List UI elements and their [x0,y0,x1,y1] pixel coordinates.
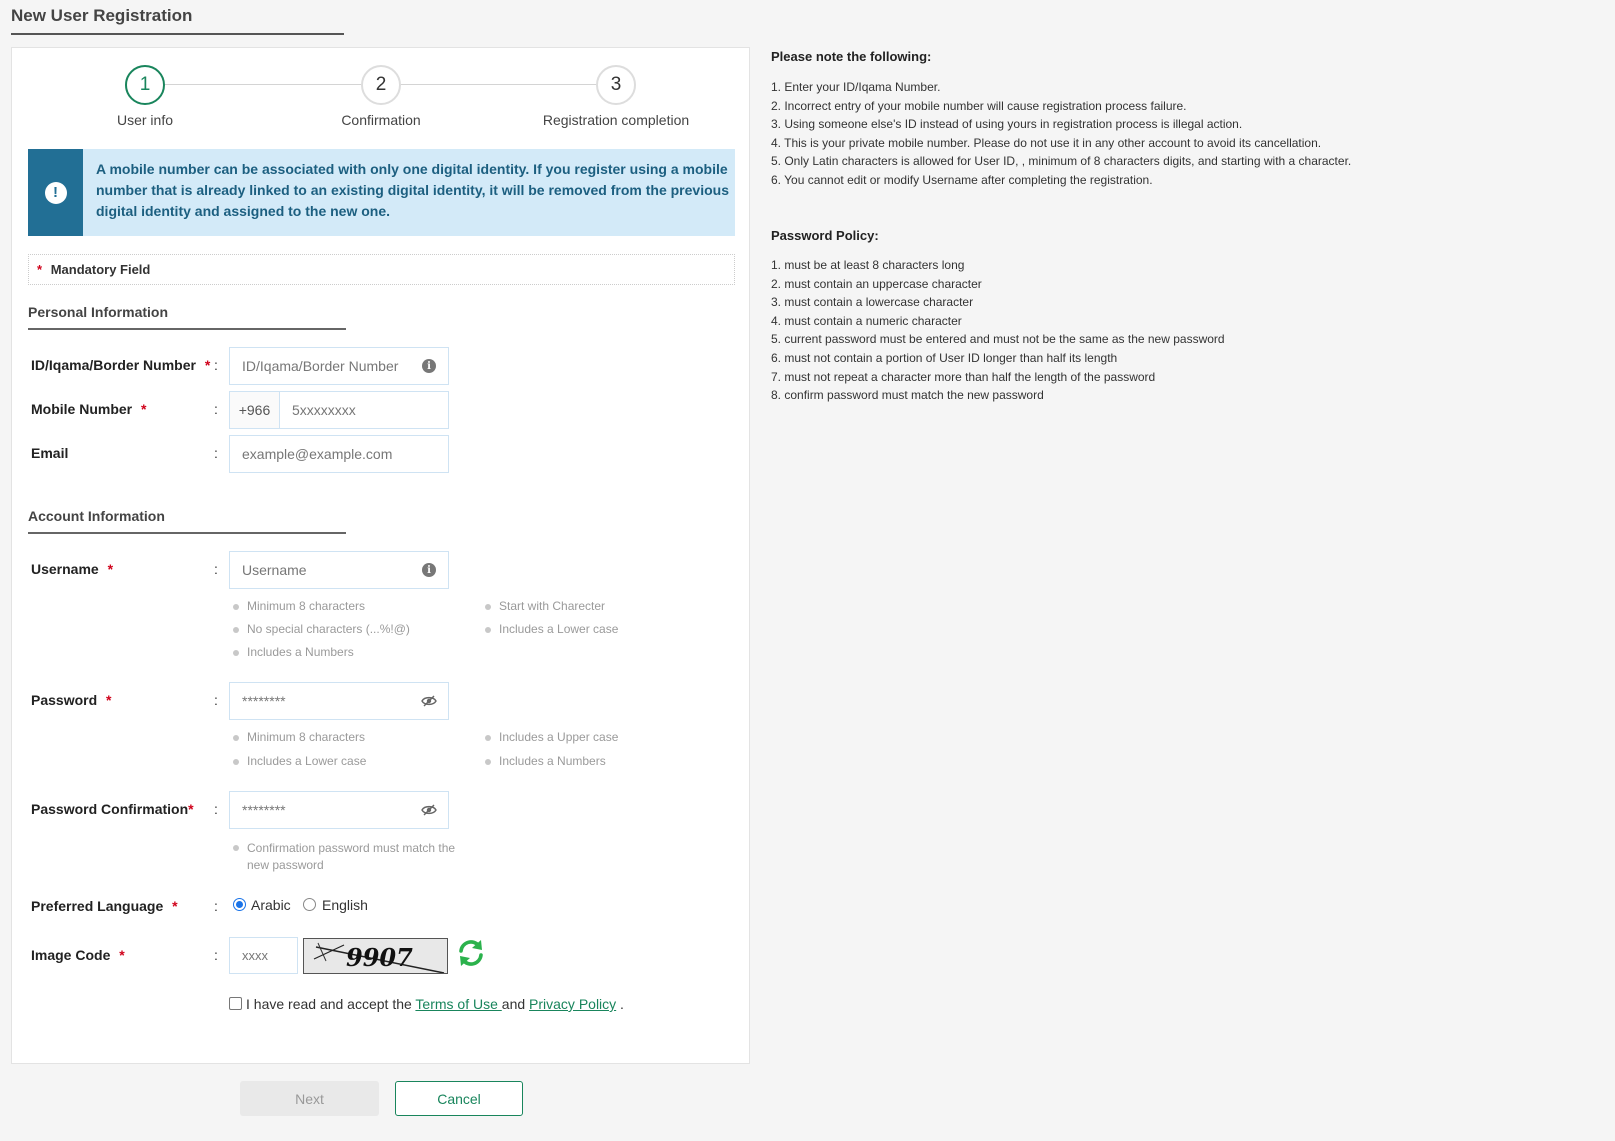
policy-item: 2. must contain an uppercase character [771,276,982,291]
password-value: ******** [242,693,286,709]
mobile-label [31,401,146,417]
step-1-circle: 1 [125,65,165,105]
username-hint: Minimum 8 characters [233,599,365,613]
policy-item: 7. must not repeat a character more than half the length of the password [771,369,1156,384]
policy-item: 5. current password must be entered and must not be the same as the new password [771,332,1225,347]
personal-info-title: Personal Information [28,304,169,320]
email-input[interactable] [229,435,449,473]
radio-arabic-label[interactable]: Arabic [251,897,291,913]
notes-item: 1. Enter your ID/Iqama Number. [771,80,941,94]
account-info-title: Account Information [28,508,165,524]
step-1-label: User info [116,112,174,128]
privacy-policy-link[interactable]: Privacy Policy [529,996,617,1012]
required-asterisk: * [204,357,211,373]
notes-item: 3. Using someone else's ID instead of using yours in registration process is illegal action. [771,117,1243,132]
username-hint: Includes a Numbers [233,645,354,659]
colon: : [214,357,218,373]
exclamation-icon: ! [45,182,67,204]
username-placeholder: Username [242,562,307,578]
colon: : [214,445,218,461]
username-hint: Includes a Lower case [485,622,618,636]
country-code-prefix: +966 [229,391,280,429]
username-input[interactable] [229,551,449,589]
colon: : [214,561,218,577]
next-button[interactable]: Next [240,1081,379,1116]
language-label [31,898,178,914]
password-confirm-label [31,801,194,817]
info-icon[interactable]: i [422,563,436,577]
notes-item: 4. This is your private mobile number. Please do not use it in any other account to avoid its cancellation. [771,135,1322,150]
terms-checkbox[interactable] [229,997,242,1010]
password-label-text: Password [31,692,98,708]
radio-english-label[interactable]: English [322,897,368,913]
section-underline [28,328,346,330]
mandatory-field-note [28,254,735,285]
username-hint: Start with Charecter [485,599,605,613]
stepper-connector [165,84,361,85]
password-confirm-hint [233,840,455,874]
cancel-button[interactable]: Cancel [395,1081,523,1116]
refresh-icon[interactable] [455,937,487,969]
password-confirm-value: ******** [242,802,286,818]
title-underline [11,33,344,35]
required-asterisk: * [107,561,114,577]
required-asterisk: * [172,898,178,914]
id-number-input[interactable] [229,347,449,385]
username-label-text: Username [31,561,99,577]
image-code-label [31,947,125,963]
colon: : [214,947,218,963]
password-input[interactable] [229,682,449,720]
colon: : [214,801,218,817]
colon: : [214,692,218,708]
notes-panel [771,49,1591,190]
step-2-circle: 2 [361,65,401,105]
image-code-placeholder: xxxx [242,948,268,963]
policy-item: 8. confirm password must match the new password [771,388,1044,403]
password-hint: Minimum 8 characters [233,730,365,744]
eye-slash-icon[interactable] [421,804,437,816]
mobile-placeholder: 5xxxxxxxx [292,402,356,418]
id-label-text: ID/Iqama/Border Number [31,357,196,373]
step-2-label: Confirmation [341,112,421,128]
radio-arabic[interactable] [233,898,246,911]
required-asterisk: * [37,262,43,277]
password-confirm-input[interactable] [229,791,449,829]
policy-item: 4. must contain a numeric character [771,313,962,328]
required-asterisk: * [188,801,194,817]
alert-icon-box [28,149,83,236]
terms-middle: and [501,996,530,1012]
colon: : [214,401,218,417]
notes-item: 6. You cannot edit or modify Username after completing the registration. [771,172,1153,187]
email-label [31,445,68,461]
required-asterisk: * [119,947,125,963]
captcha-image [303,938,448,974]
id-label [31,357,210,373]
info-icon[interactable]: i [422,359,436,373]
stepper-connector [401,84,596,85]
terms-prefix: I have read and accept the [246,996,416,1012]
policy-item: 6. must not contain a portion of User ID longer than half its length [771,350,1118,365]
alert-text: A mobile number can be associated with only one digital identity. If you register using a mobile number that is already linked to an existing digital identity, it will be removed from the previous digital identity and assigned to the new one. [96,161,729,219]
id-number-placeholder: ID/Iqama/Border Number [242,358,399,374]
policy-item: 3. must contain a lowercase character [771,295,974,310]
policy-list [771,256,1591,405]
password-hint: Includes a Lower case [233,754,366,768]
notes-item: 2. Incorrect entry of your mobile number will cause registration process failure. [771,98,1187,113]
required-asterisk: * [106,692,112,708]
colon: : [214,898,218,914]
email-placeholder: example@example.com [242,446,393,462]
terms-text [246,996,624,1012]
eye-slash-icon[interactable] [421,695,437,707]
terms-suffix: . [616,996,624,1012]
mobile-label-text: Mobile Number [31,401,133,417]
password-hint: Includes a Numbers [485,754,606,768]
image-code-input[interactable] [229,937,298,974]
mobile-number-input[interactable] [279,391,449,429]
image-code-label-text: Image Code [31,947,111,963]
terms-of-use-link[interactable]: Terms of Use [415,996,502,1012]
username-hint: No special characters (...%!@) [233,622,410,636]
section-underline [28,532,346,534]
hint-line: new password [247,858,324,872]
mandatory-field-label: Mandatory Field [50,262,151,277]
step-3-label: Registration completion [542,112,690,128]
required-asterisk: * [141,401,147,417]
page-title: New User Registration [11,6,193,25]
password-hint: Includes a Upper case [485,730,618,744]
username-label [31,561,113,577]
password-label [31,692,111,708]
language-label-text: Preferred Language [31,898,164,914]
password-confirm-label-text: Password Confirmation [31,801,189,817]
policy-title: Password Policy: [771,228,879,243]
step-3-circle: 3 [596,65,636,105]
password-policy-panel [771,228,1591,405]
captcha-text: 9907 [346,943,413,972]
policy-item: 1. must be at least 8 characters long [771,258,965,272]
hint-line: Confirmation password must match the [247,841,456,855]
info-alert [28,149,735,236]
notes-title: Please note the following: [771,49,932,64]
radio-english[interactable] [303,898,316,911]
email-label-text: Email [31,445,69,461]
notes-item: 5. Only Latin characters is allowed for User ID, , minimum of 8 characters digits, and starting with a character. [771,154,1352,169]
notes-list [771,78,1591,190]
